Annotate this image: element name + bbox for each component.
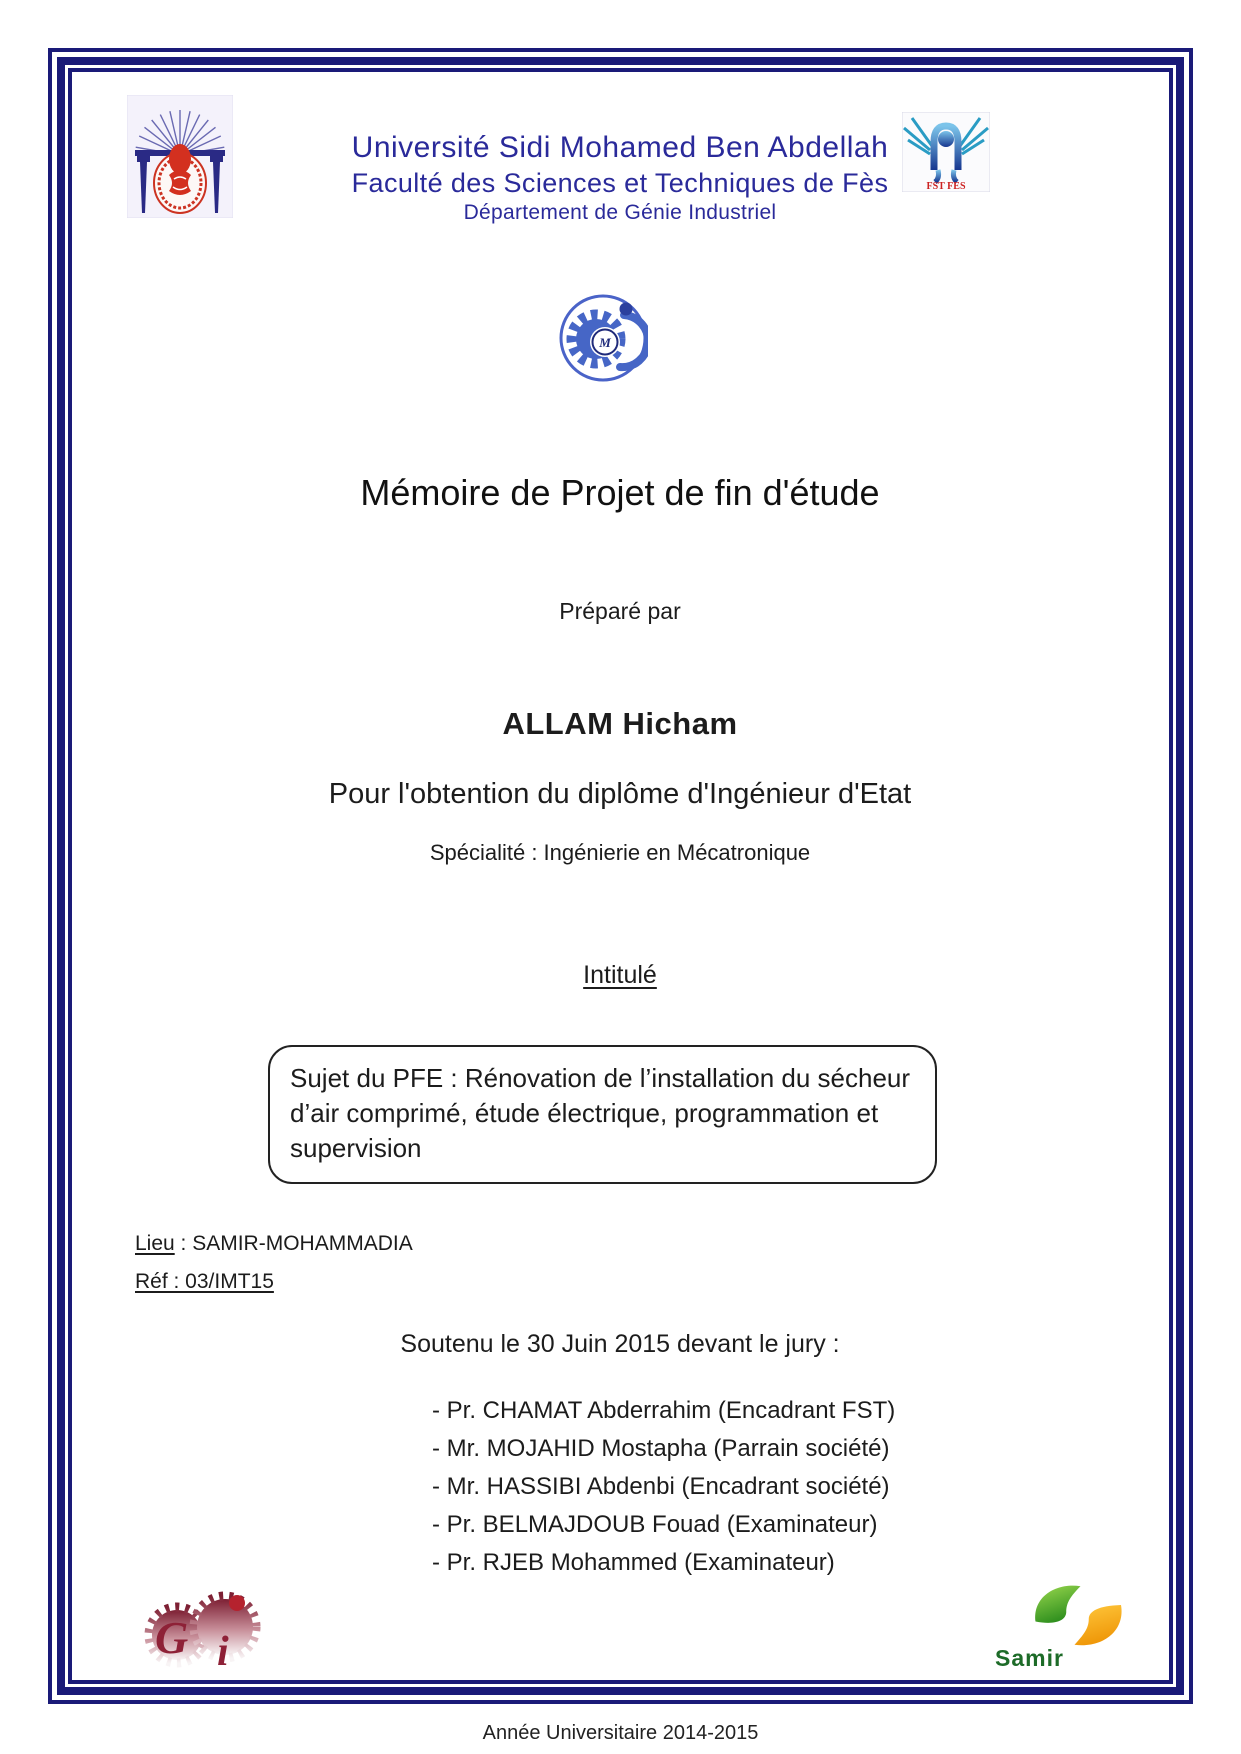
faculty-name: Faculté des Sciences et Techniques de Fès (351, 168, 889, 198)
location-line (135, 1232, 413, 1256)
degree-line: Pour l'obtention du diplôme d'Ingénieur d'Etat (328, 778, 912, 810)
jury-member: - Mr. HASSIBI Abdenbi (Encadrant société) (432, 1473, 890, 1500)
university-name: Université Sidi Mohamed Ben Abdellah (351, 131, 889, 164)
jury-member: - Pr. CHAMAT Abderrahim (Encadrant FST) (432, 1397, 896, 1424)
reference-line: Réf : 03/IMT15 (135, 1270, 274, 1293)
location-value: : SAMIR-MOHAMMADIA (174, 1232, 413, 1255)
intitule-label: Intitulé (583, 961, 657, 989)
samir-caption: Samir (995, 1645, 1064, 1671)
mech-letter: M (599, 335, 611, 350)
location-label: Lieu (135, 1232, 175, 1255)
fst-fes-logo-icon (902, 112, 990, 192)
jury-member: - Mr. MOJAHID Mostapha (Parrain société) (432, 1435, 890, 1462)
gi-letter-i: i (217, 1629, 229, 1675)
jury-member: - Pr. BELMAJDOUB Fouad (Examinateur) (432, 1511, 878, 1538)
fst-caption: FST FES (926, 181, 966, 192)
mechatronics-logo-icon (558, 293, 648, 383)
genie-industriel-logo-icon (133, 1585, 268, 1680)
document-title: Mémoire de Projet de fin d'étude (360, 472, 880, 513)
subject-box (268, 1045, 937, 1184)
samir-logo (995, 1578, 1130, 1678)
subject-text: Sujet du PFE : Rénovation de l’installation du sécheur d’air comprimé, étude électrique, programmation et supervision (290, 1063, 911, 1163)
jury-member: - Pr. RJEB Mohammed (Examinateur) (432, 1549, 835, 1576)
defense-intro: Soutenu le 30 Juin 2015 devant le jury : (400, 1330, 840, 1358)
gi-dot (229, 1595, 245, 1611)
samir-orange-shape (1075, 1605, 1122, 1645)
academic-year-footer: Année Universitaire 2014-2015 (482, 1722, 759, 1744)
author-name: ALLAM Hicham (502, 706, 738, 741)
samir-green-shape (1035, 1586, 1080, 1623)
mech-dot (620, 303, 633, 316)
intitule-heading (20, 961, 1220, 990)
specialty-line: Spécialité : Ingénierie en Mécatronique (429, 840, 811, 865)
prepared-by-label: Préparé par (559, 598, 681, 624)
gi-letter-g: G (155, 1612, 189, 1663)
department-name: Département de Génie Industriel (463, 201, 777, 224)
jury-list (432, 1392, 895, 1582)
